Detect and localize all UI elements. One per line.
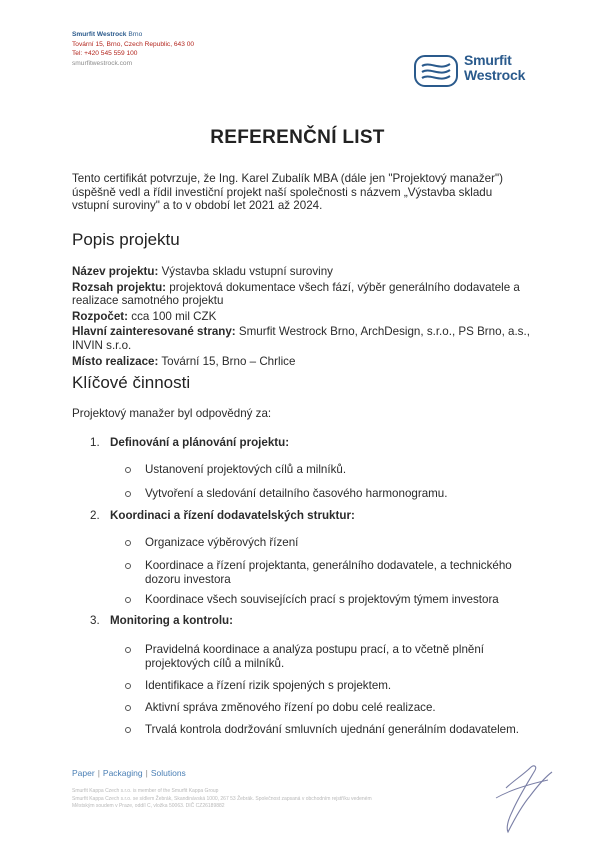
project-info-row: Název projektu: Výstavba skladu vstupní suroviny <box>72 265 333 278</box>
section-title-project-description: Popis projektu <box>72 230 180 249</box>
list-item: Organizace výběrových řízení <box>125 536 545 550</box>
list-item: Vytvoření a sledování detailního časového harmonogramu. <box>125 487 545 501</box>
logo-wordmark: Smurfit Westrock <box>464 52 526 83</box>
bullet-circle-icon <box>125 597 131 603</box>
list-item: Pravidelná koordinace a analýza postupu prací, a to včetně plnění projektových cílů a milníků. <box>125 643 545 670</box>
bullet-circle-icon <box>125 563 131 569</box>
list-item: Koordinace a řízení projektanta, generálního dodavatele, a technického dozoru investora <box>125 559 545 586</box>
company-address: Tovární 15, Brno, Czech Republic, 643 00 <box>72 40 195 48</box>
project-info-list <box>72 265 542 370</box>
list-item: Aktivní správa změnového řízení po dobu celé realizace. <box>125 701 545 715</box>
section-title-key-activities: Klíčové činnosti <box>72 373 191 392</box>
project-info-row: Rozsah projektu: projektová dokumentace všech fází, výběr generálního dodavatele a realizace samotného projektu <box>72 280 520 308</box>
task-heading: 3. Monitoring a kontrolu: <box>90 614 234 627</box>
list-item: Identifikace a řízení rizik spojených s projektem. <box>125 679 545 693</box>
list-item: Ustanovení projektových cílů a milníků. <box>125 463 545 477</box>
company-address-block <box>72 30 194 68</box>
project-info-row: Hlavní zainteresované strany: Smurfit Westrock Brno, ArchDesign, s.r.o., PS Brno, a.s., INVIN s.r.o. <box>72 325 530 352</box>
project-info-row: Místo realizace: Tovární 15, Brno – Chrlice <box>72 354 296 368</box>
company-name: Smurfit Westrock Brno <box>72 31 143 38</box>
company-website: smurfitwestrock.com <box>72 59 133 67</box>
task-heading: 2. Koordinaci a řízení dodavatelských struktur: <box>90 509 355 522</box>
logo-mark-icon <box>414 55 458 87</box>
bullet-circle-icon <box>125 491 131 497</box>
bullet-circle-icon <box>125 647 131 653</box>
task-heading: 1. Definování a plánování projektu: <box>90 436 290 449</box>
bullet-circle-icon <box>125 683 131 689</box>
footer-tag-paper: Paper <box>72 768 95 778</box>
bullet-circle-icon <box>125 540 131 546</box>
footer-tagline: Paper | Packaging | Solutions <box>72 768 186 778</box>
document-title: REFERENČNÍ LIST <box>210 127 385 148</box>
bullet-circle-icon <box>125 705 131 711</box>
company-logo <box>414 53 554 89</box>
footer-tag-solutions: Solutions <box>150 768 186 778</box>
footer-tag-packaging: Packaging <box>102 768 143 778</box>
footer-legal-text: Smurfit Kappa Czech s.r.o. is member of the Smurfit Kappa Group Smurfit Kappa Czech s.r.o. se sídlem Žebrák, Skandinávská 1000, 267 53 Žebrák. Společnost zapsaná v obchodním rejstříku vedeném Městským soudem v Praze, oddíl C, vložka 50063. DIČ CZ26189882 <box>72 788 372 809</box>
list-item: Koordinace všech souvisejících prací s projektovým týmem investora <box>125 593 545 607</box>
list-item: Trvalá kontrola dodržování smluvních ujednání generálním dodavatelem. <box>125 723 545 737</box>
responsibilities-intro: Projektový manažer byl odpovědný za: <box>72 407 272 420</box>
project-info-row: Rozpočet: cca 100 mil CZK <box>72 309 217 323</box>
intro-paragraph: Tento certifikát potvrzuje, že Ing. Karel Zubalík MBA (dále jen "Projektový manažer") úspěšně vedl a řídil investiční projekt naší společnosti s názvem „Výstavba skladu vstupní suroviny" a to v období let 2021 až 2024. <box>72 172 503 213</box>
bullet-circle-icon <box>125 467 131 473</box>
company-phone: Tel: +420 545 559 100 <box>72 50 138 57</box>
bullet-circle-icon <box>125 727 131 733</box>
signature-icon <box>486 754 561 836</box>
